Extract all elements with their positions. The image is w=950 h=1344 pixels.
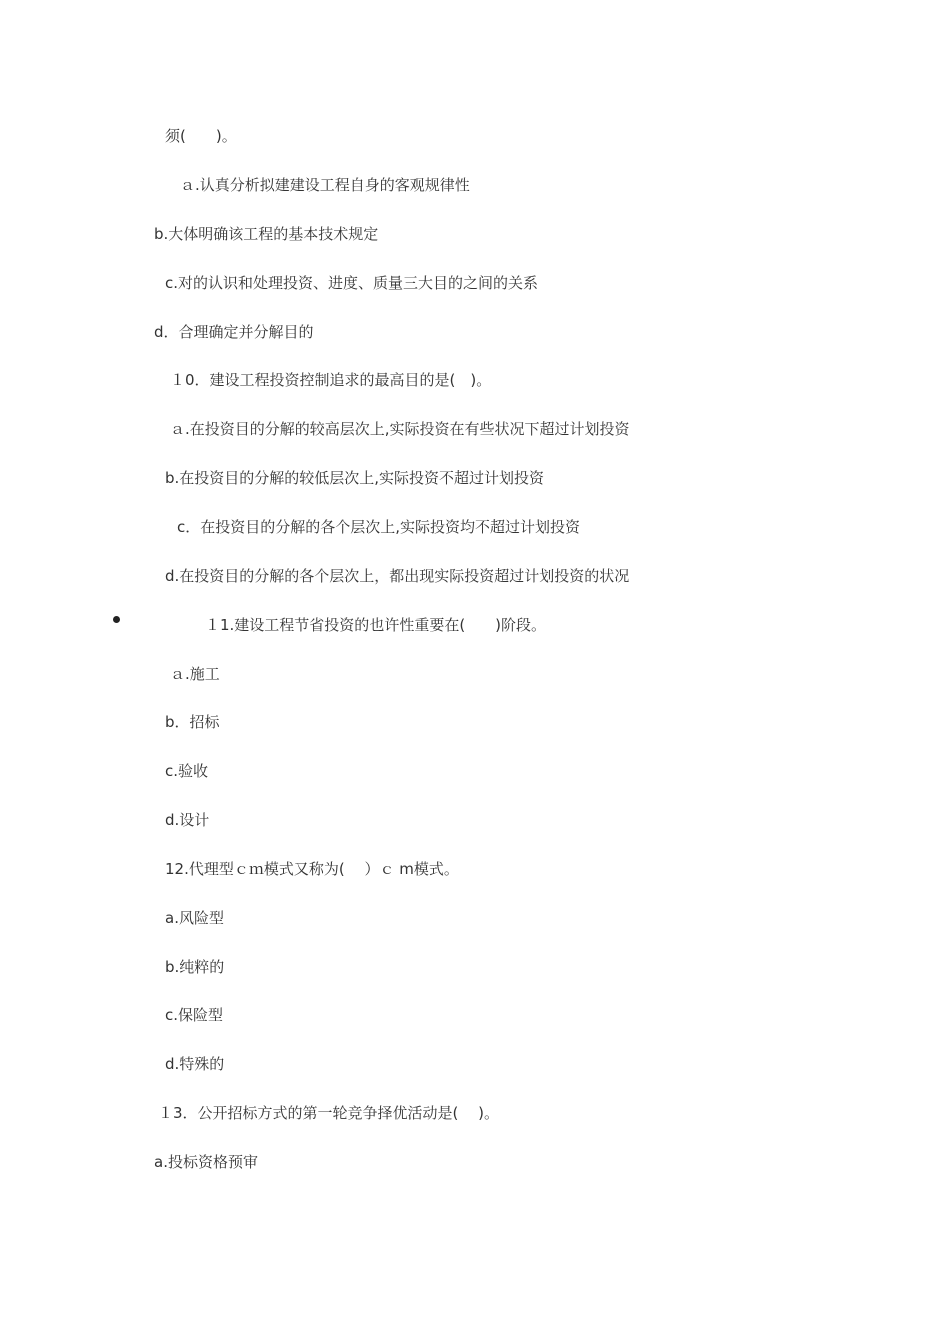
option-d: d．合理确定并分解目的: [154, 323, 314, 341]
option-d: d.设计: [165, 811, 210, 829]
option-c: c.保险型: [165, 1006, 224, 1024]
question-12: 12.代理型ｃｍ模式又称为( ）ｃ m模式。: [165, 860, 459, 878]
option-b: b.大体明确该工程的基本技术规定: [154, 225, 379, 243]
option-d: d.特殊的: [165, 1055, 225, 1073]
question-10: １0．建设工程投资控制追求的最高目的是( )。: [170, 371, 492, 389]
option-a: ａ.施工: [170, 665, 220, 683]
option-a: a.投标资格预审: [154, 1153, 258, 1171]
option-c: c．在投资目的分解的各个层次上,实际投资均不超过计划投资: [177, 518, 581, 536]
option-b: b．招标: [165, 713, 220, 731]
question-11: １1.建设工程节省投资的也许性重要在( )阶段。: [205, 616, 547, 634]
option-c: c.验收: [165, 762, 209, 780]
option-c: c.对的认识和处理投资、进度、质量三大目的之间的关系: [165, 274, 539, 292]
option-d: d.在投资目的分解的各个层次上，都出现实际投资超过计划投资的状况: [165, 567, 630, 585]
list-bullet: [113, 616, 120, 623]
option-b: b.纯粹的: [165, 958, 225, 976]
question-13: １3．公开招标方式的第一轮竞争择优活动是( )。: [158, 1104, 500, 1122]
option-a: a.风险型: [165, 909, 224, 927]
question-9-continuation: 须( )。: [165, 127, 237, 145]
option-a: ａ.认真分析拟建建设工程自身的客观规律性: [180, 176, 470, 194]
option-a: ａ.在投资目的分解的较高层次上,实际投资在有些状况下超过计划投资: [170, 420, 630, 438]
option-b: b.在投资目的分解的较低层次上,实际投资不超过计划投资: [165, 469, 545, 487]
